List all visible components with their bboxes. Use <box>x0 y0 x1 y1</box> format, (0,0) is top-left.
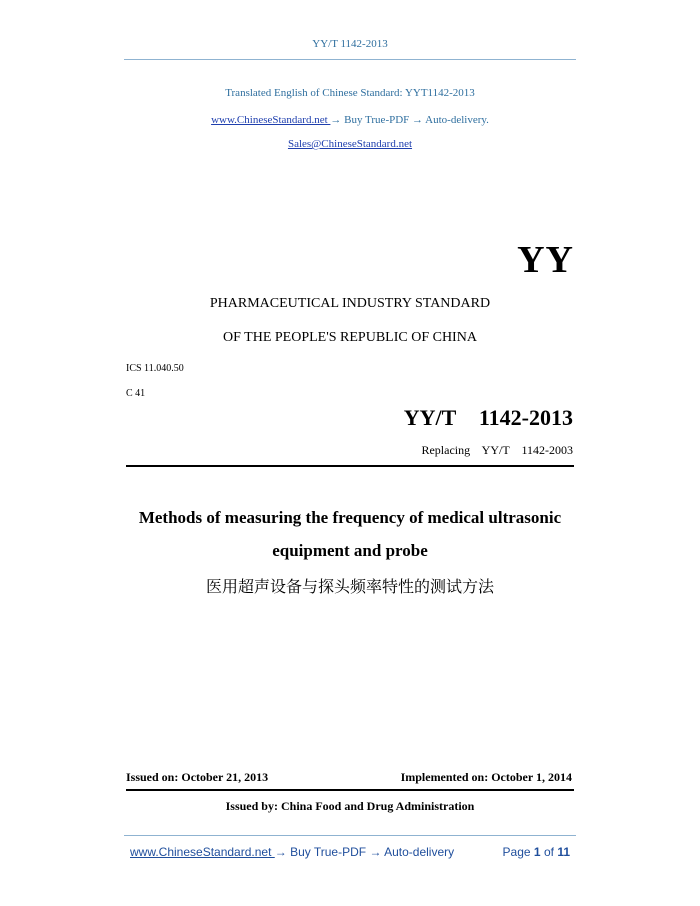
page-indicator <box>503 845 570 859</box>
page-label: Page <box>502 845 531 859</box>
implemented-on-date: Implemented on: October 1, 2014 <box>400 770 572 784</box>
title-divider <box>126 465 574 467</box>
issued-by: Issued by: China Food and Drug Administration <box>225 799 475 813</box>
site-link[interactable]: www.ChineseStandard.net <box>211 114 331 126</box>
issue-divider <box>126 789 574 791</box>
footer-site-link[interactable]: www.ChineseStandard.net <box>130 845 275 859</box>
footer-buy-text: → Buy True-PDF → Auto-delivery <box>274 845 455 859</box>
standard-type-line2: OF THE PEOPLE'S REPUBLIC OF CHINA <box>223 330 477 345</box>
title-english-line2: equipment and probe <box>272 541 428 560</box>
standard-logo: YY <box>517 239 574 281</box>
issued-on-date: Issued on: October 21, 2013 <box>126 770 269 784</box>
header-title: YY/T 1142-2013 <box>312 38 388 50</box>
ics-code: ICS 11.040.50 <box>126 363 184 374</box>
replacing-standard: Replacing YY/T 1142-2003 <box>421 443 573 457</box>
translated-notice <box>0 87 700 99</box>
standard-number: YY/T 1142-2013 <box>403 405 573 430</box>
page-current: 1 <box>533 845 541 859</box>
footer-promo <box>130 845 454 859</box>
title-english-line1: Methods of measuring the frequency of medical ultrasonic <box>138 508 562 527</box>
sales-email-line <box>0 138 700 150</box>
translated-code: YYT1142-2013 <box>404 87 475 99</box>
page-of: of <box>543 845 554 859</box>
title-chinese: 医用超声设备与探头频率特性的测试方法 <box>205 579 494 596</box>
page-total: 11 <box>557 845 570 859</box>
translated-prefix: Translated English of Chinese Standard: <box>225 87 405 99</box>
header-divider <box>124 59 576 60</box>
standard-type-line1: PHARMACEUTICAL INDUSTRY STANDARD <box>209 296 491 311</box>
sales-email-link[interactable]: Sales@ChineseStandard.net <box>287 138 413 150</box>
ccs-code: C 41 <box>126 388 146 399</box>
footer-divider <box>124 835 576 836</box>
buy-notice <box>0 114 700 126</box>
buy-text: → Buy True-PDF → Auto-delivery. <box>330 114 489 126</box>
